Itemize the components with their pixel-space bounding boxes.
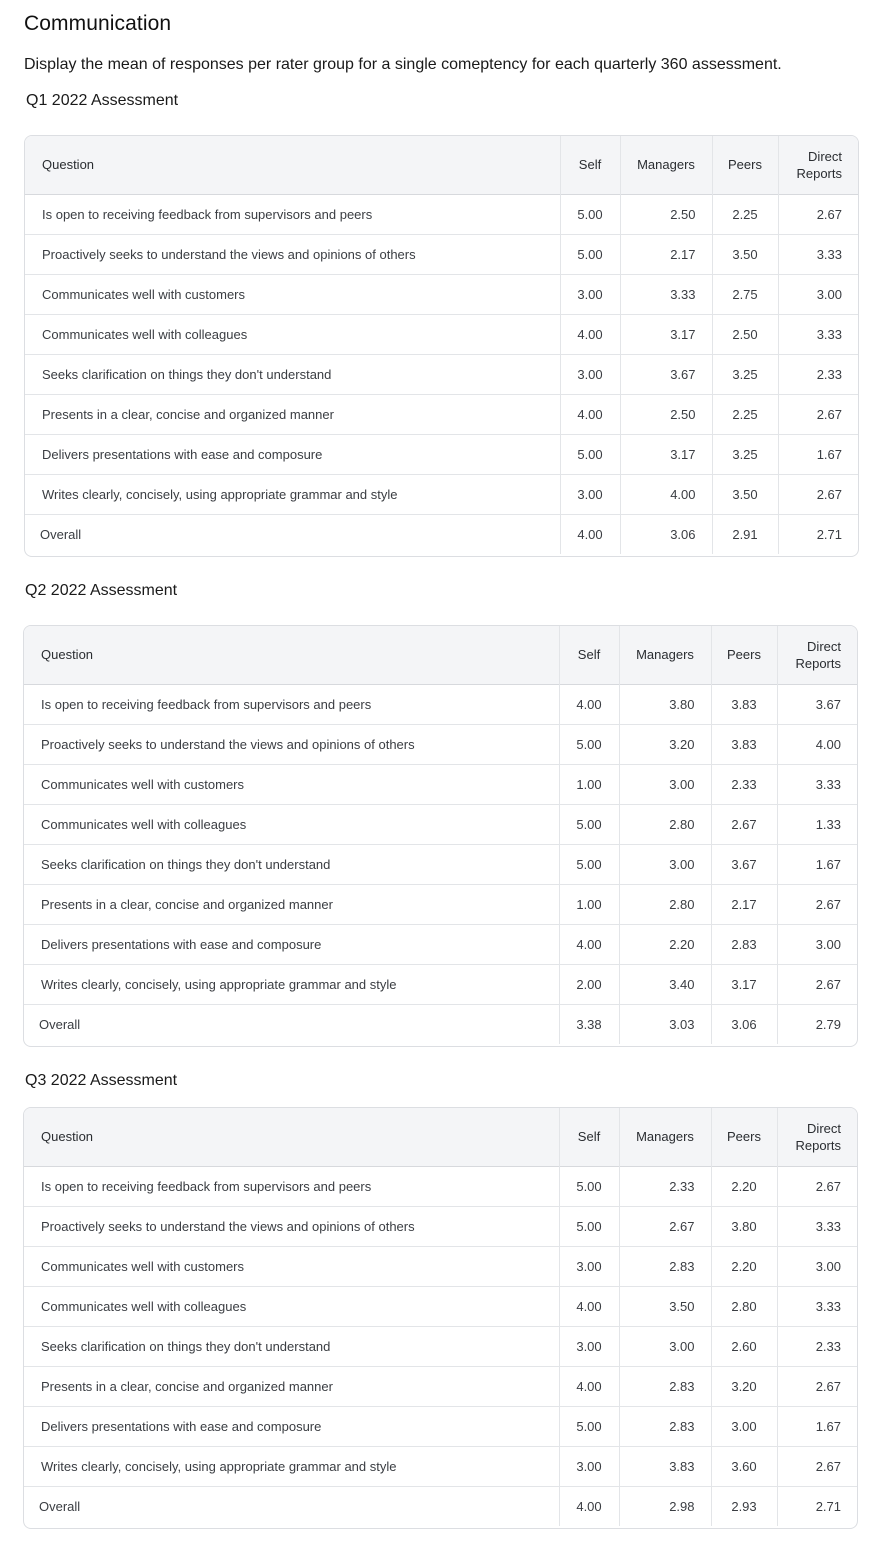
overall-self-cell: 3.38 (559, 1004, 619, 1044)
direct-reports-score-cell: 2.33 (778, 354, 858, 394)
direct-reports-score-cell: 3.33 (777, 1286, 857, 1326)
self-score-cell: 3.00 (560, 474, 620, 514)
self-score-cell: 1.00 (559, 884, 619, 924)
overall-self-cell: 4.00 (560, 514, 620, 554)
column-header-self[interactable]: Self (560, 136, 620, 194)
direct-reports-score-cell: 2.33 (777, 1326, 857, 1366)
table-row (24, 1206, 857, 1246)
direct-reports-score-cell: 1.67 (777, 844, 857, 884)
question-cell: Seeks clarification on things they don't understand (41, 1338, 331, 1354)
direct-reports-score-cell: 3.00 (778, 274, 858, 314)
managers-score-cell: 2.50 (620, 394, 712, 434)
managers-score-cell: 2.83 (619, 1246, 711, 1286)
managers-score-cell: 2.80 (619, 884, 711, 924)
direct-reports-score-cell: 3.33 (778, 314, 858, 354)
column-header-self[interactable]: Self (559, 1108, 619, 1166)
self-score-cell: 4.00 (560, 314, 620, 354)
peers-score-cell: 2.20 (711, 1166, 777, 1206)
assessment-title: Q2 2022 Assessment (25, 582, 178, 599)
overall-row (24, 1004, 857, 1044)
self-score-cell: 4.00 (559, 1366, 619, 1406)
question-cell: Writes clearly, concisely, using appropriate grammar and style (42, 486, 398, 502)
direct-reports-score-cell: 3.00 (777, 924, 857, 964)
column-header-peers[interactable]: Peers (711, 1108, 777, 1166)
peers-score-cell: 2.20 (711, 1246, 777, 1286)
overall-label: Overall (40, 526, 82, 542)
column-header-direct-reports-line1: Direct (807, 638, 841, 654)
question-cell: Communicates well with customers (41, 1258, 245, 1274)
overall-self-cell: 4.00 (559, 1486, 619, 1526)
direct-reports-score-cell: 2.67 (777, 1366, 857, 1406)
peers-score-cell: 3.67 (711, 844, 777, 884)
peers-score-cell: 3.25 (712, 354, 778, 394)
column-header-question[interactable]: Question (41, 1129, 94, 1145)
question-cell: Writes clearly, concisely, using appropriate grammar and style (41, 1458, 397, 1474)
peers-score-cell: 3.50 (712, 474, 778, 514)
peers-score-cell: 3.17 (711, 964, 777, 1004)
column-header-question[interactable]: Question (42, 157, 95, 173)
peers-score-cell: 3.50 (712, 234, 778, 274)
table-row (25, 314, 858, 354)
overall-direct-reports-cell: 2.71 (778, 514, 858, 554)
assessment-table-card (23, 1107, 858, 1529)
direct-reports-score-cell: 3.00 (777, 1246, 857, 1286)
managers-score-cell: 2.83 (619, 1366, 711, 1406)
assessment-table (24, 1108, 857, 1526)
self-score-cell: 2.00 (559, 964, 619, 1004)
question-cell: Presents in a clear, concise and organized manner (41, 896, 333, 912)
table-row (24, 1366, 857, 1406)
column-header-managers[interactable]: Managers (620, 136, 712, 194)
direct-reports-score-cell: 2.67 (778, 474, 858, 514)
assessment-title: Q1 2022 Assessment (26, 92, 179, 109)
peers-score-cell: 2.67 (711, 804, 777, 844)
question-cell: Delivers presentations with ease and composure (42, 446, 323, 462)
column-header-peers[interactable]: Peers (711, 626, 777, 684)
column-header-direct-reports[interactable] (777, 626, 857, 684)
peers-score-cell: 2.25 (712, 194, 778, 234)
self-score-cell: 3.00 (559, 1446, 619, 1486)
direct-reports-score-cell: 2.67 (777, 964, 857, 1004)
managers-score-cell: 2.20 (619, 924, 711, 964)
peers-score-cell: 3.60 (711, 1446, 777, 1486)
column-header-direct-reports-line2: Reports (795, 1137, 841, 1153)
direct-reports-score-cell: 1.67 (778, 434, 858, 474)
managers-score-cell: 2.33 (619, 1166, 711, 1206)
managers-score-cell: 3.00 (619, 844, 711, 884)
managers-score-cell: 3.00 (619, 764, 711, 804)
peers-score-cell: 2.25 (712, 394, 778, 434)
table-row (25, 394, 858, 434)
self-score-cell: 5.00 (559, 804, 619, 844)
question-cell: Communicates well with colleagues (42, 326, 248, 342)
peers-score-cell: 3.83 (711, 724, 777, 764)
question-cell: Communicates well with customers (41, 776, 245, 792)
table-row (24, 964, 857, 1004)
self-score-cell: 5.00 (559, 844, 619, 884)
column-header-peers[interactable]: Peers (712, 136, 778, 194)
managers-score-cell: 3.83 (619, 1446, 711, 1486)
peers-score-cell: 3.25 (712, 434, 778, 474)
assessment-title: Q3 2022 Assessment (25, 1072, 178, 1089)
overall-label: Overall (39, 1498, 81, 1514)
peers-score-cell: 2.33 (711, 764, 777, 804)
self-score-cell: 3.00 (560, 274, 620, 314)
question-cell: Communicates well with colleagues (41, 1298, 247, 1314)
column-header-managers[interactable]: Managers (619, 626, 711, 684)
question-cell: Is open to receiving feedback from supervisors and peers (41, 1178, 372, 1194)
direct-reports-score-cell: 3.33 (778, 234, 858, 274)
table-header-row (25, 136, 858, 194)
direct-reports-score-cell: 4.00 (777, 724, 857, 764)
self-score-cell: 5.00 (559, 724, 619, 764)
question-cell: Proactively seeks to understand the views and opinions of others (41, 736, 415, 752)
self-score-cell: 3.00 (559, 1326, 619, 1366)
column-header-self[interactable]: Self (559, 626, 619, 684)
column-header-direct-reports-line1: Direct (808, 148, 842, 164)
peers-score-cell: 2.50 (712, 314, 778, 354)
direct-reports-score-cell: 3.33 (777, 764, 857, 804)
question-cell: Communicates well with customers (42, 286, 246, 302)
overall-peers-cell: 2.93 (711, 1486, 777, 1526)
table-row (24, 724, 857, 764)
table-row (24, 1326, 857, 1366)
managers-score-cell: 3.17 (620, 314, 712, 354)
peers-score-cell: 3.80 (711, 1206, 777, 1246)
question-cell: Is open to receiving feedback from supervisors and peers (41, 696, 372, 712)
column-header-managers[interactable]: Managers (619, 1108, 711, 1166)
overall-managers-cell: 3.06 (620, 514, 712, 554)
question-cell: Is open to receiving feedback from supervisors and peers (42, 206, 373, 222)
managers-score-cell: 3.40 (619, 964, 711, 1004)
column-header-direct-reports[interactable] (778, 136, 858, 194)
table-row (24, 764, 857, 804)
question-cell: Seeks clarification on things they don't understand (42, 366, 332, 382)
peers-score-cell: 2.80 (711, 1286, 777, 1326)
peers-score-cell: 3.00 (711, 1406, 777, 1446)
question-cell: Proactively seeks to understand the views and opinions of others (41, 1218, 415, 1234)
table-row (25, 434, 858, 474)
page-title: Communication (24, 12, 172, 35)
table-row (25, 274, 858, 314)
table-row (24, 884, 857, 924)
self-score-cell: 4.00 (560, 394, 620, 434)
table-row (25, 194, 858, 234)
peers-score-cell: 2.17 (711, 884, 777, 924)
self-score-cell: 5.00 (559, 1206, 619, 1246)
direct-reports-score-cell: 3.67 (777, 684, 857, 724)
question-cell: Writes clearly, concisely, using appropriate grammar and style (41, 976, 397, 992)
managers-score-cell: 2.83 (619, 1406, 711, 1446)
peers-score-cell: 2.60 (711, 1326, 777, 1366)
table-row (25, 234, 858, 274)
table-row (24, 924, 857, 964)
peers-score-cell: 2.75 (712, 274, 778, 314)
direct-reports-score-cell: 2.67 (777, 884, 857, 924)
overall-managers-cell: 2.98 (619, 1486, 711, 1526)
overall-managers-cell: 3.03 (619, 1004, 711, 1044)
question-cell: Presents in a clear, concise and organized manner (41, 1378, 333, 1394)
peers-score-cell: 2.83 (711, 924, 777, 964)
peers-score-cell: 3.20 (711, 1366, 777, 1406)
question-cell: Communicates well with colleagues (41, 816, 247, 832)
managers-score-cell: 3.50 (619, 1286, 711, 1326)
self-score-cell: 3.00 (559, 1246, 619, 1286)
question-cell: Proactively seeks to understand the views and opinions of others (42, 246, 416, 262)
table-row (24, 1166, 857, 1206)
table-row (24, 1446, 857, 1486)
self-score-cell: 5.00 (560, 234, 620, 274)
table-header-row (24, 1108, 857, 1166)
self-score-cell: 5.00 (560, 434, 620, 474)
table-row (24, 804, 857, 844)
question-cell: Delivers presentations with ease and composure (41, 936, 322, 952)
overall-row (24, 1486, 857, 1526)
table-row (25, 354, 858, 394)
self-score-cell: 5.00 (559, 1406, 619, 1446)
table-row (24, 684, 857, 724)
question-cell: Delivers presentations with ease and composure (41, 1418, 322, 1434)
managers-score-cell: 3.67 (620, 354, 712, 394)
column-header-direct-reports-line1: Direct (807, 1120, 841, 1136)
page-description: Display the mean of responses per rater group for a single comeptency for each quarterly 360 assessment. (24, 56, 782, 73)
overall-direct-reports-cell: 2.79 (777, 1004, 857, 1044)
assessment-table-card (23, 625, 858, 1047)
peers-score-cell: 3.83 (711, 684, 777, 724)
managers-score-cell: 2.80 (619, 804, 711, 844)
managers-score-cell: 3.17 (620, 434, 712, 474)
column-header-direct-reports-line2: Reports (796, 165, 842, 181)
managers-score-cell: 2.67 (619, 1206, 711, 1246)
overall-peers-cell: 2.91 (712, 514, 778, 554)
question-cell: Seeks clarification on things they don't understand (41, 856, 331, 872)
table-row (24, 1246, 857, 1286)
direct-reports-score-cell: 2.67 (777, 1166, 857, 1206)
overall-peers-cell: 3.06 (711, 1004, 777, 1044)
direct-reports-score-cell: 2.67 (778, 394, 858, 434)
assessment-table (24, 626, 857, 1044)
managers-score-cell: 3.80 (619, 684, 711, 724)
direct-reports-score-cell: 2.67 (778, 194, 858, 234)
table-row (24, 844, 857, 884)
self-score-cell: 3.00 (560, 354, 620, 394)
table-row (24, 1286, 857, 1326)
self-score-cell: 4.00 (559, 684, 619, 724)
question-cell: Presents in a clear, concise and organized manner (42, 406, 334, 422)
self-score-cell: 1.00 (559, 764, 619, 804)
direct-reports-score-cell: 2.67 (777, 1446, 857, 1486)
assessment-table-card (24, 135, 859, 557)
self-score-cell: 5.00 (560, 194, 620, 234)
managers-score-cell: 2.50 (620, 194, 712, 234)
direct-reports-score-cell: 1.33 (777, 804, 857, 844)
column-header-direct-reports[interactable] (777, 1108, 857, 1166)
table-row (24, 1406, 857, 1446)
managers-score-cell: 2.17 (620, 234, 712, 274)
overall-direct-reports-cell: 2.71 (777, 1486, 857, 1526)
overall-row (25, 514, 858, 554)
column-header-question[interactable]: Question (41, 647, 94, 663)
managers-score-cell: 4.00 (620, 474, 712, 514)
direct-reports-score-cell: 3.33 (777, 1206, 857, 1246)
direct-reports-score-cell: 1.67 (777, 1406, 857, 1446)
managers-score-cell: 3.20 (619, 724, 711, 764)
overall-label: Overall (39, 1016, 81, 1032)
managers-score-cell: 3.33 (620, 274, 712, 314)
self-score-cell: 5.00 (559, 1166, 619, 1206)
self-score-cell: 4.00 (559, 1286, 619, 1326)
table-row (25, 474, 858, 514)
column-header-direct-reports-line2: Reports (795, 655, 841, 671)
self-score-cell: 4.00 (559, 924, 619, 964)
assessment-table (25, 136, 858, 554)
managers-score-cell: 3.00 (619, 1326, 711, 1366)
table-header-row (24, 626, 857, 684)
